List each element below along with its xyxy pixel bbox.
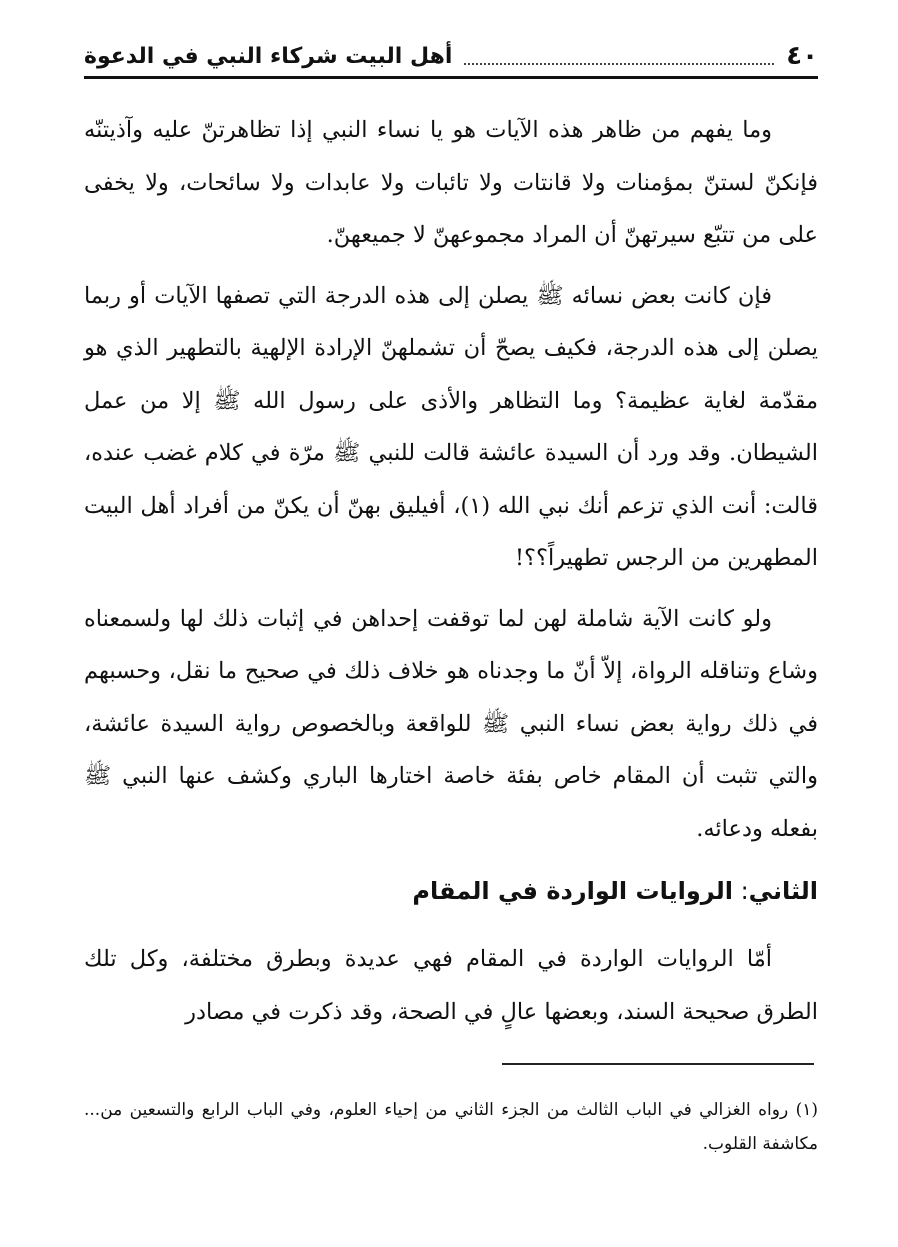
page-header: [84, 36, 818, 79]
section-separator: :: [732, 877, 749, 905]
footnote: (١) رواه الغزالي في الباب الثالث من الجزء الثاني من إحياء العلوم، وفي الباب الرابع والتسعين من... مكاشفة القلوب.: [84, 1100, 818, 1154]
page-number: ٤٠: [786, 41, 818, 71]
paragraph: أمّا الروايات الواردة في المقام فهي عديدة وبطرق مختلفة، وكل تلك الطرق صحيحة السند، وبعضها عالٍ في الصحة، وقد ذكرت في مصادر: [84, 946, 818, 1025]
paragraph: ولو كانت الآية شاملة لهن لما توقفت إحداهن في إثبات ذلك لها ولسمعناه وشاع وتناقله الرواة، إلاّ أنّ ما وجدناه هو خلاف ذلك في صحيح ما نقل، وحسبهم في ذلك رواية بعض نساء النبي ﷺ للواقعة وبالخصوص رواية السيدة عائشة، والتي تثبت أن المقام خاص بفئة خاصة اختارها الباري وكشف عنها النبي ﷺ بفعله ودعائه.: [84, 605, 818, 842]
section-title: الروايات الواردة في المقام: [412, 877, 733, 905]
main-text: [84, 104, 818, 1046]
footnote-separator: [502, 1063, 814, 1065]
paragraph: وما يفهم من ظاهر هذه الآيات هو يا نساء النبي إذا تظاهرتنّ عليه وآذيتنّه فإنكنّ لستنّ بمؤمنات ولا قانتات ولا تائبات ولا عابدات ولا سائحات، ولا يخفى على من تتبّع سيرتهنّ أن المراد مجموعهنّ لا جميعهنّ.: [84, 117, 818, 248]
section-ordinal: الثاني: [748, 877, 818, 905]
paragraph: فإن كانت بعض نسائه ﷺ يصلن إلى هذه الدرجة التي تصفها الآيات أو ربما يصلن إلى هذه الدرجة، فكيف يصحّ أن تشملهنّ الإرادة الإلهية بالتطهير الذي هو مقدّمة لغاية عظيمة؟ وما التظاهر والأذى على رسول الله ﷺ إلا من عمل الشيطان. وقد ورد أن السيدة عائشة قالت للنبي ﷺ مرّة في كلام غضب عنده، قالت: أنت الذي تزعم أنك نبي الله (١)، أفيليق بهنّ أن يكنّ من أفراد أهل البيت المطهرين من الرجس تطهيراً؟؟!: [84, 282, 818, 571]
dotted-leader: [464, 61, 774, 65]
running-title: أهل البيت شركاء النبي في الدعوة: [84, 43, 453, 69]
footnotes: [84, 1093, 818, 1161]
section-heading: [84, 863, 818, 919]
